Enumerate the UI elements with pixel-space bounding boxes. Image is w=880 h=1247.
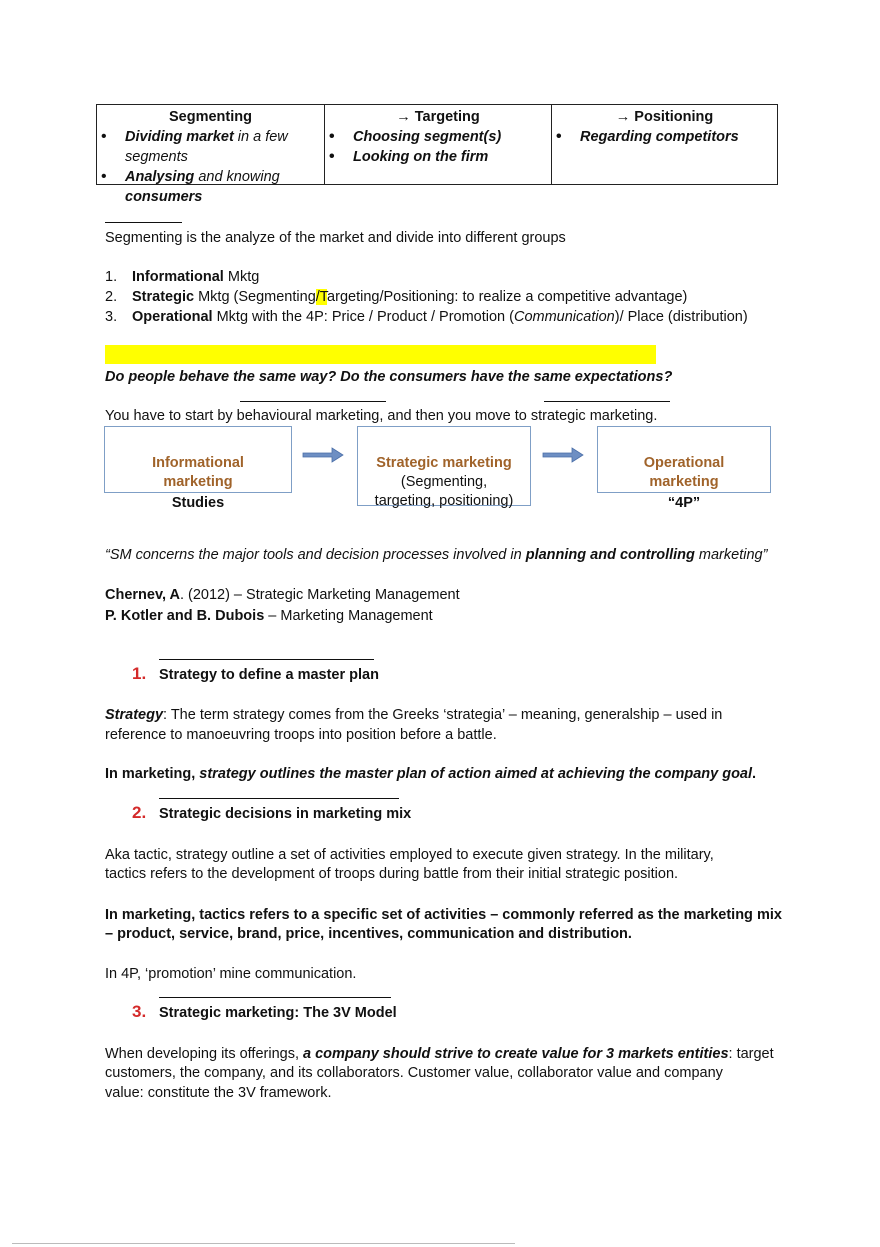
section-title: Strategic marketing: The 3V Model [159, 1005, 397, 1021]
numbered-item-1: 1. Informational Mktg [105, 269, 260, 285]
highlight-bar [105, 345, 656, 364]
operational-marketing-box: Operational marketing [597, 426, 771, 493]
list-item: • Analysing and knowing consumers [97, 167, 324, 207]
table-col-segmenting [97, 105, 324, 205]
underline [240, 401, 386, 402]
4p-label: “4P” [667, 495, 701, 511]
studies-label: Studies [171, 495, 225, 511]
table-col-targeting [324, 105, 551, 184]
reference-1: Chernev, A. (2012) – Strategic Marketing Management [105, 587, 460, 603]
section-title: Strategic decisions in marketing mix [159, 806, 412, 822]
table-header-targeting: → Targeting [396, 109, 480, 125]
intro-text: Segmenting is the analyze of the market and divide into different groups [105, 230, 566, 246]
paragraph: tactics refers to the development of troops during battle from their initial strategic position. [105, 866, 679, 882]
paragraph: In marketing, tactics refers to a specific set of activities – commonly referred as the marketing mix [105, 907, 782, 923]
segmentation-table [96, 104, 778, 205]
paragraph: – product, service, brand, price, incentives, communication and distribution. [105, 926, 632, 942]
section-rule [159, 798, 399, 799]
underline [544, 401, 670, 402]
list-item: • Looking on the firm [325, 147, 551, 167]
table-header-positioning: → Positioning [615, 109, 714, 125]
table-col-positioning [551, 105, 777, 184]
numbered-item-3: 3. Operational Mktg with the 4P: Price / Product / Promotion (Communication)/ Place (distribution) [105, 309, 748, 325]
table-header-segmenting: Segmenting [169, 109, 252, 125]
section-title: Strategy to define a master plan [159, 667, 379, 683]
section-number: 3. [132, 1002, 147, 1021]
arrow-right-icon: → [615, 109, 631, 125]
quote-text: “SM concerns the major tools and decision processes involved in planning and controlling marketing” [105, 547, 768, 563]
section-rule [159, 997, 391, 998]
section-number: 2. [132, 803, 147, 822]
paragraph: Strategy: The term strategy comes from the Greeks ‘strategia’ – meaning, generalship – used in [105, 707, 723, 723]
paragraph: When developing its offerings, a company should strive to create value for 3 markets entities: target [105, 1046, 774, 1062]
arrow-right-icon [542, 446, 584, 464]
paragraph: Aka tactic, strategy outline a set of activities employed to execute given strategy. In the military, [105, 847, 714, 863]
list-item: • Regarding competitors [552, 127, 777, 147]
paragraph: customers, the company, and its collaborators. Customer value, collaborator value and company [105, 1065, 723, 1081]
paragraph: value: constitute the 3V framework. [105, 1085, 332, 1101]
paragraph: reference to manoeuvring troops into position before a battle. [105, 727, 497, 743]
start-text: You have to start by behavioural marketing, and then you move to strategic marketing. [105, 408, 658, 424]
numbered-item-2: 2. Strategic Mktg (Segmenting/Targeting/Positioning: to realize a competitive advantage) [105, 289, 688, 305]
strategic-marketing-box: Strategic marketing (Segmenting, targeting, positioning) [357, 426, 531, 506]
reference-2: P. Kotler and B. Dubois – Marketing Management [105, 608, 433, 624]
arrow-right-icon: → [396, 109, 411, 125]
informational-marketing-box: Informational marketing [104, 426, 292, 493]
list-item: • Choosing segment(s) [325, 127, 551, 147]
section-rule [159, 659, 374, 660]
paragraph: In marketing, strategy outlines the master plan of action aimed at achieving the company goal. [105, 766, 757, 782]
list-item: • Dividing market in a few segments [97, 127, 324, 167]
question-text: Do people behave the same way? Do the consumers have the same expectations? [105, 369, 673, 385]
arrow-right-icon [302, 446, 344, 464]
paragraph: In 4P, ‘promotion’ mine communication. [105, 966, 357, 982]
section-number: 1. [132, 664, 147, 683]
footer-rule [12, 1243, 515, 1244]
short-divider [105, 222, 182, 223]
